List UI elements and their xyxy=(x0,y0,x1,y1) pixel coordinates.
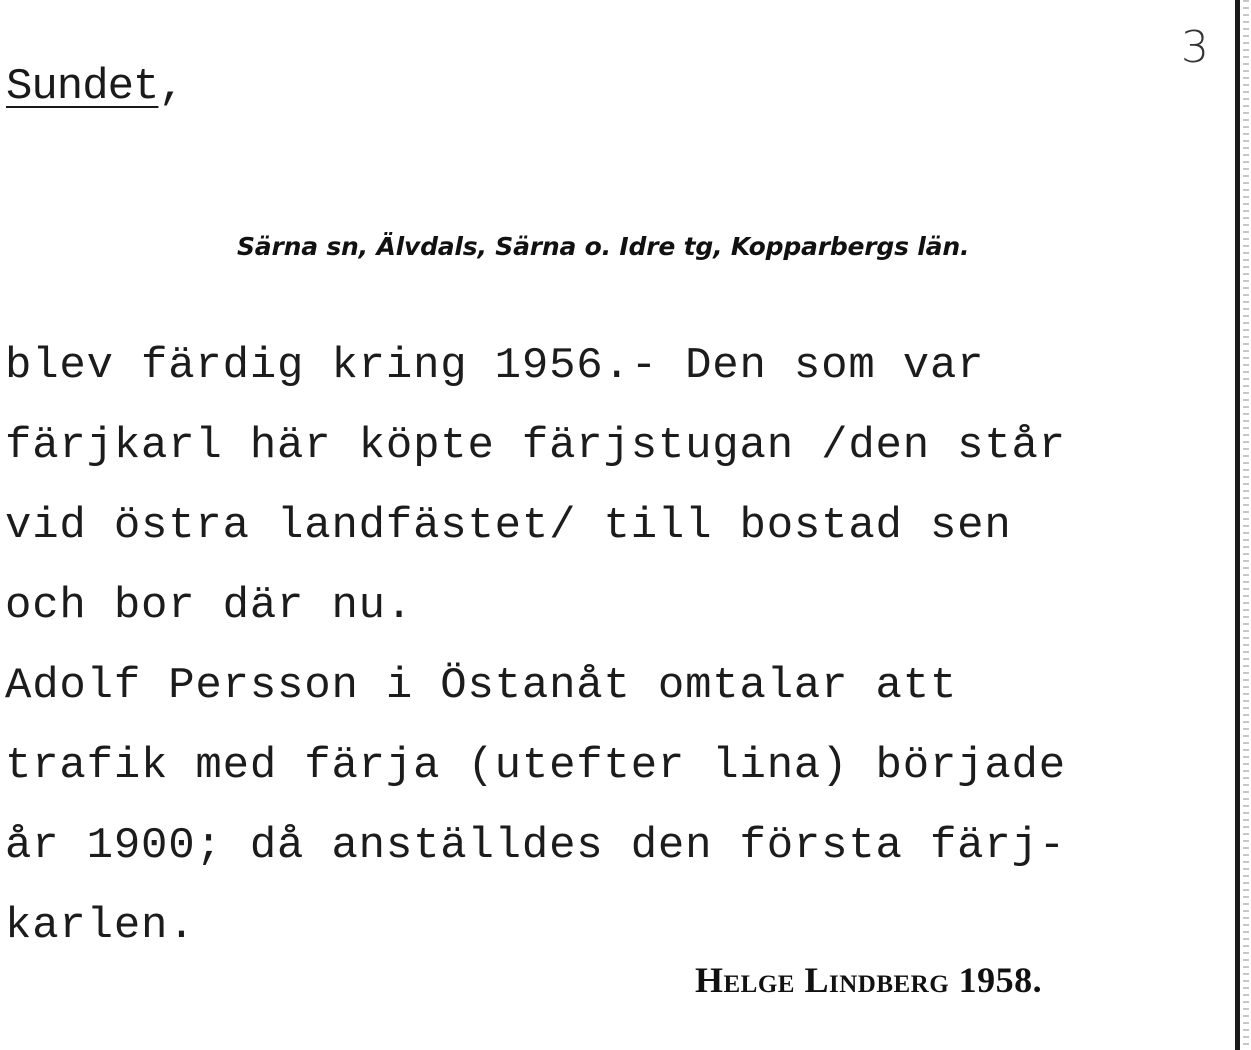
place-name: Sundet xyxy=(6,62,159,112)
text-line: blev färdig kring 1956.- Den som var xyxy=(5,341,985,391)
scan-edge xyxy=(1235,0,1251,1050)
text-line: Adolf Persson i Östanåt omtalar att xyxy=(5,661,958,711)
administrative-area: Särna sn, Älvdals, Särna o. Idre tg, Kopparbergs län. xyxy=(237,232,970,261)
text-line: vid östra landfästet/ till bostad sen xyxy=(5,501,1012,551)
text-line: år 1900; då anställdes den första färj- xyxy=(5,821,1066,871)
signature: Helge Lindberg 1958. xyxy=(695,960,1043,1000)
place-punctuation: , xyxy=(158,62,184,112)
text-line: karlen. xyxy=(5,901,196,951)
text-line: och bor där nu. xyxy=(5,581,414,631)
text-line: färjkarl här köpte färjstugan /den står xyxy=(5,421,1066,471)
edge-bar xyxy=(1235,0,1240,1050)
text-line: trafik med färja (utefter lina) började xyxy=(5,741,1066,791)
page-number: 3 xyxy=(1181,22,1209,73)
edge-dots xyxy=(1243,0,1249,1050)
body-text xyxy=(5,326,1066,966)
place-heading xyxy=(6,62,184,112)
